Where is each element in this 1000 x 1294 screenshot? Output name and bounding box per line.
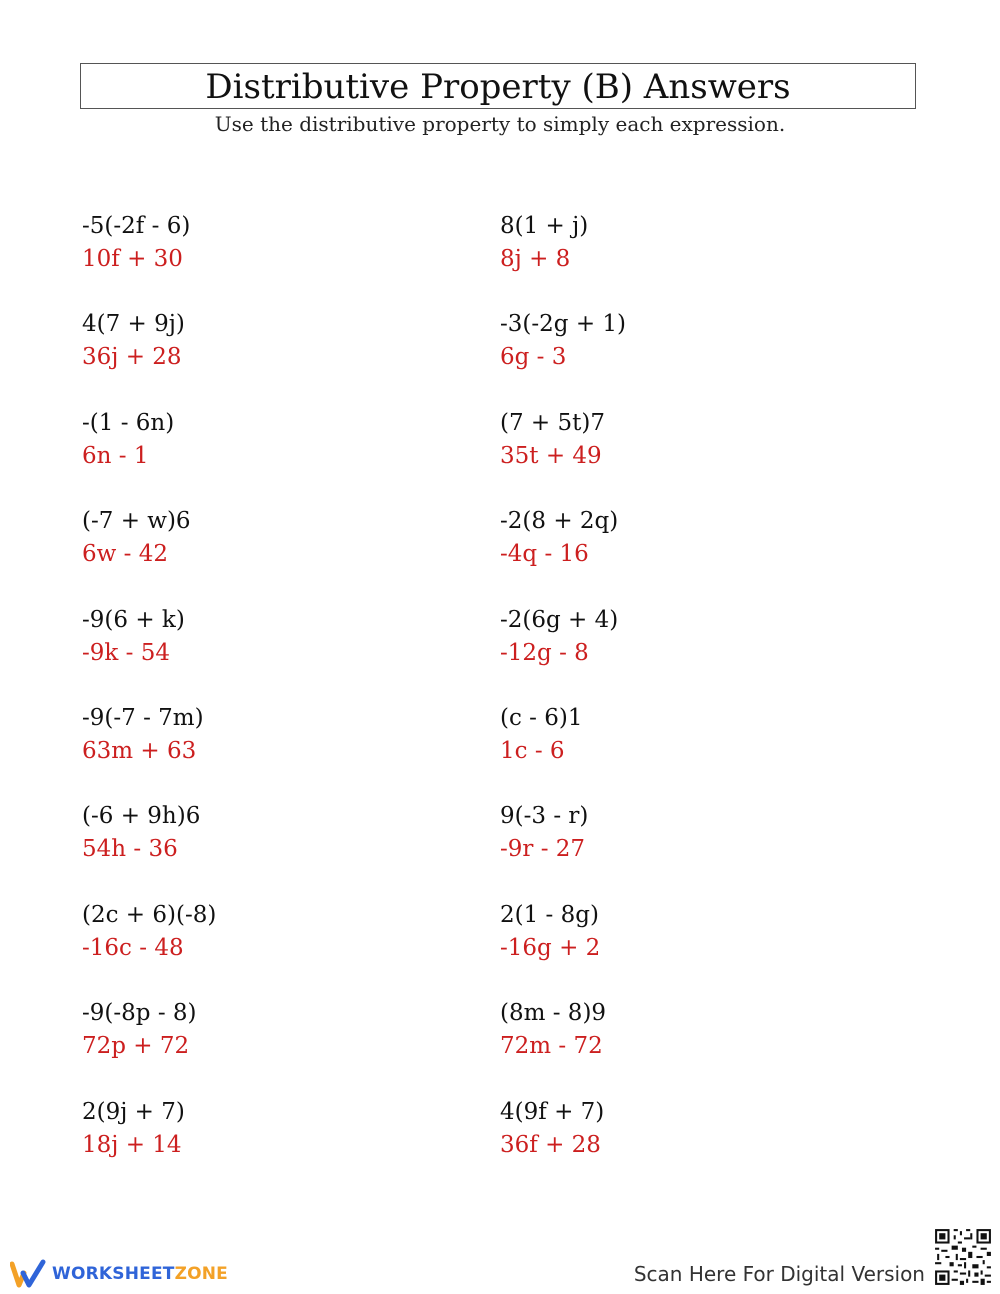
problem-item [82, 1096, 500, 1194]
problem-question: -9(-8p - 8) [82, 1000, 197, 1027]
problem-question: (8m - 8)9 [500, 1000, 607, 1027]
problem-question: (-6 + 9h)6 [82, 803, 201, 830]
problem-item [500, 800, 918, 898]
problem-question: 2(1 - 8g) [500, 901, 599, 928]
problem-answer: 63m + 63 [82, 737, 197, 764]
problem-item [82, 407, 500, 505]
problem-answer: 54h - 36 [82, 836, 178, 863]
problem-answer: 36j + 28 [82, 344, 182, 371]
problem-item [82, 702, 500, 800]
problem-item [82, 899, 500, 997]
problem-answer: -4q - 16 [500, 541, 589, 568]
problem-question: (7 + 5t)7 [500, 409, 605, 436]
problem-item [500, 604, 918, 702]
brand-name-part1: WORKSHEET [52, 1264, 175, 1284]
problem-question: (-7 + w)6 [82, 508, 191, 535]
brand-logo[interactable] [10, 1257, 228, 1291]
problem-question: 4(7 + 9j) [82, 311, 185, 338]
problem-answer: 6g - 3 [500, 344, 567, 371]
problem-answer: 72p + 72 [82, 1033, 190, 1060]
problem-question: 8(1 + j) [500, 213, 589, 239]
problem-item [500, 702, 918, 800]
problem-answer: 18j + 14 [82, 1131, 182, 1158]
problem-answer: 36f + 28 [500, 1131, 601, 1158]
problem-answer: 6w - 42 [82, 541, 168, 568]
problem-item [500, 210, 918, 308]
instructions: Use the distributive property to simply each expression. [214, 112, 786, 136]
problem-grid [82, 210, 922, 1194]
problem-item [82, 604, 500, 702]
problem-question: -9(6 + k) [82, 606, 185, 633]
page-title: Distributive Property (B) Answers [80, 63, 916, 109]
scan-instructions: Scan Here For Digital Version [633, 1262, 925, 1286]
problem-question: (c - 6)1 [500, 704, 583, 731]
problem-item [82, 997, 500, 1095]
problem-answer: 72m - 72 [500, 1033, 603, 1060]
problem-answer: -16c - 48 [82, 934, 184, 961]
problem-item [82, 800, 500, 898]
problem-answer: 1c - 6 [500, 737, 565, 764]
problem-question: 4(9f + 7) [500, 1098, 605, 1125]
problem-answer: 35t + 49 [500, 442, 602, 469]
problem-item [82, 505, 500, 603]
problem-item [500, 407, 918, 505]
problem-item [500, 899, 918, 997]
problem-answer: -9k - 54 [82, 639, 171, 666]
problem-item [82, 210, 500, 308]
problem-item [500, 308, 918, 406]
problem-answer: 10f + 30 [82, 246, 183, 272]
worksheetzone-logo-icon [10, 1259, 48, 1289]
problem-item [82, 308, 500, 406]
problem-item [500, 505, 918, 603]
problem-answer: 8j + 8 [500, 246, 571, 272]
brand-name [52, 1264, 228, 1284]
problem-question: -3(-2g + 1) [500, 311, 627, 338]
problem-answer: -12g - 8 [500, 639, 589, 666]
brand-name-part2: ZONE [174, 1264, 228, 1284]
problem-item [500, 997, 918, 1095]
problem-question: -5(-2f - 6) [82, 213, 191, 239]
problem-question: 9(-3 - r) [500, 803, 589, 830]
problem-answer: -9r - 27 [500, 836, 586, 863]
problem-question: -(1 - 6n) [82, 409, 175, 436]
problem-question: -9(-7 - 7m) [82, 704, 204, 731]
problem-question: -2(8 + 2q) [500, 508, 619, 535]
problem-question: -2(6g + 4) [500, 606, 619, 633]
problem-answer: -16g + 2 [500, 934, 601, 961]
qr-code-icon[interactable] [933, 1227, 993, 1287]
problem-question: (2c + 6)(-8) [82, 901, 217, 928]
problem-item [500, 1096, 918, 1194]
problem-answer: 6n - 1 [82, 442, 149, 469]
problem-question: 2(9j + 7) [82, 1098, 185, 1125]
